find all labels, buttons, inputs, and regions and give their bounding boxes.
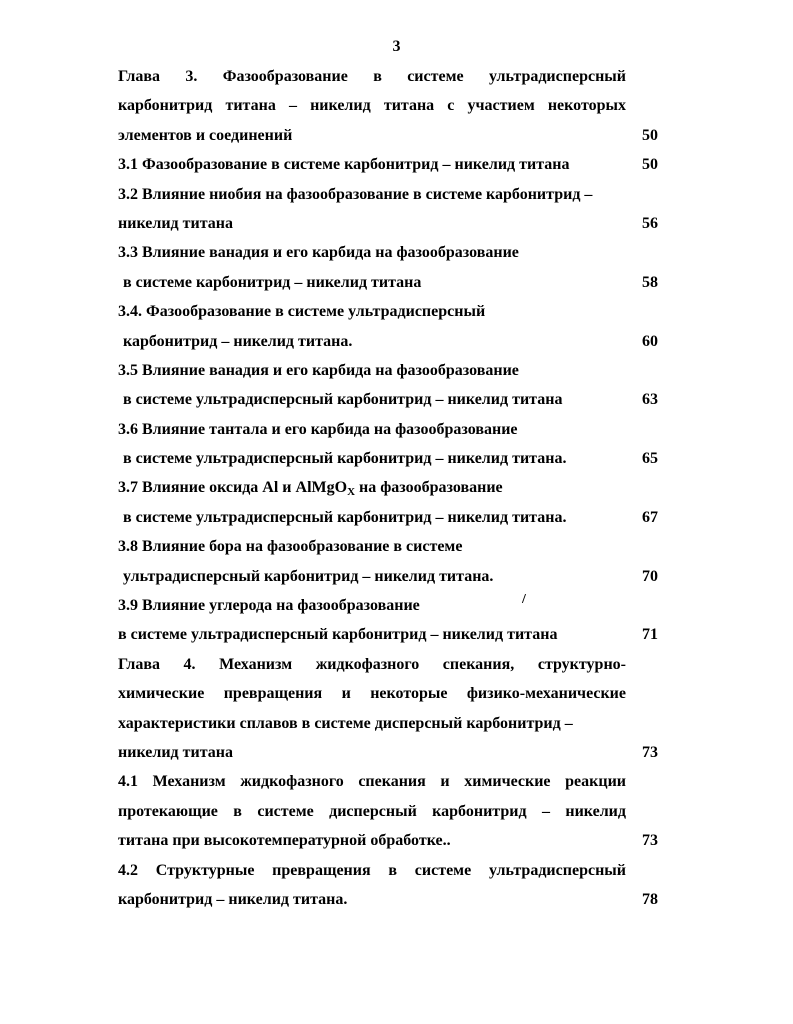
toc-page-number: 56: [642, 214, 658, 232]
toc-entry-chapter-3-end: [118, 121, 658, 150]
toc-entry-chapter-3: [118, 62, 658, 91]
toc-entry-3-3: [118, 238, 658, 267]
toc-line: в системе ультрадисперсный карбонитрид – никелид титана: [123, 391, 563, 409]
toc-entry-4-2-end: [118, 885, 658, 914]
toc-line: титана при высокотемпературной обработке..: [118, 832, 451, 850]
page-number: 3: [392, 38, 401, 55]
toc-line: 3.2 Влияние ниобия на фазообразование в системе карбонитрид –: [118, 185, 593, 203]
toc-line: элементов и соединений: [118, 126, 293, 144]
toc-line: ультрадисперсный карбонитрид – никелид титана.: [123, 567, 494, 585]
subscript-x: X: [347, 486, 356, 499]
toc-page-number: 71: [642, 626, 658, 644]
toc-line: 3.1 Фазообразование в системе карбонитрид – никелид титана: [118, 156, 570, 174]
toc-line: химические превращения и некоторые физико-механические: [118, 685, 626, 703]
toc-entry-chapter-3-cont: [118, 91, 658, 120]
toc-line: 3.9 Влияние углерода на фазообразование: [118, 597, 420, 615]
toc-page-number: 63: [642, 391, 658, 409]
toc-entry-chapter-4: [118, 650, 658, 679]
toc-entry-3-3-end: [118, 268, 658, 297]
stray-pen-mark: /: [522, 592, 526, 607]
toc-entry-3-6: [118, 415, 658, 444]
toc-page-number: 60: [642, 332, 658, 350]
toc-line: 4.1 Механизм жидкофазного спекания и химические реакции: [118, 773, 626, 791]
toc-line: в системе ультрадисперсный карбонитрид – никелид титана.: [123, 508, 567, 526]
toc-page-number: 65: [642, 450, 658, 468]
toc-entry-4-2: [118, 856, 658, 885]
toc-entry-3-1: [118, 150, 658, 179]
toc-line-part: на фазообразование: [355, 479, 503, 497]
toc-line: в системе карбонитрид – никелид титана: [123, 273, 422, 291]
toc-entry-3-4: [118, 297, 658, 326]
toc-entry-3-5-end: [118, 385, 658, 414]
toc-entry-4-1-cont: [118, 797, 658, 826]
toc-page-number: 70: [642, 567, 658, 585]
toc-line: Глава 3. Фазообразование в системе ультрадисперсный: [118, 68, 626, 85]
toc-entry-3-7-end: [118, 503, 658, 532]
toc-page-number: 50: [642, 156, 658, 174]
toc-page-number: 50: [642, 126, 658, 144]
toc-line: 3.5 Влияние ванадия и его карбида на фазообразование: [118, 361, 519, 379]
toc-line: никелид титана: [118, 743, 233, 761]
toc-entry-chapter-4-cont: [118, 679, 658, 708]
toc-line: характеристики сплавов в системе дисперсный карбонитрид –: [118, 714, 573, 732]
toc-line: 3.8 Влияние бора на фазообразование в системе: [118, 538, 463, 556]
toc-line: карбонитрид – никелид титана.: [123, 332, 353, 350]
toc-entry-3-2: [118, 180, 658, 209]
toc-line: 3.4. Фазообразование в системе ультрадисперсный: [118, 303, 486, 321]
toc-line: Глава 4. Механизм жидкофазного спекания, структурно-: [118, 655, 626, 673]
toc-line-part: 3.7 Влияние оксида Al и AlMgO: [118, 479, 348, 497]
toc-entry-chapter-4-end: [118, 738, 658, 767]
table-of-contents: [118, 62, 658, 914]
toc-line: в системе ультрадисперсный карбонитрид – никелид титана.: [123, 450, 567, 468]
toc-line: в системе ультрадисперсный карбонитрид – никелид титана: [118, 626, 558, 644]
toc-line: карбонитрид – никелид титана.: [118, 890, 348, 908]
toc-entry-3-9: [118, 591, 658, 620]
toc-line: 4.2 Структурные превращения в системе ультрадисперсный: [118, 861, 626, 879]
toc-entry-3-8-end: [118, 562, 658, 591]
toc-entry-3-9-end: [118, 620, 658, 649]
toc-entry-4-1-end: [118, 826, 658, 855]
toc-line: карбонитрид титана – никелид титана с участием некоторых: [118, 97, 626, 115]
toc-line: никелид титана: [118, 214, 233, 232]
toc-entry-3-8: [118, 532, 658, 561]
toc-entry-chapter-4-cont: [118, 709, 658, 738]
toc-entry-3-4-end: [118, 327, 658, 356]
toc-entry-3-5: [118, 356, 658, 385]
toc-line: 3.6 Влияние тантала и его карбида на фазообразование: [118, 420, 518, 438]
toc-entry-3-6-end: [118, 444, 658, 473]
toc-entry-4-1: [118, 767, 658, 796]
toc-page-number: 78: [642, 890, 658, 908]
toc-page-number: 67: [642, 508, 658, 526]
toc-line: 3.3 Влияние ванадия и его карбида на фазообразование: [118, 244, 519, 262]
toc-entry-3-2-end: [118, 209, 658, 238]
toc-line: протекающие в системе дисперсный карбонитрид – никелид: [118, 802, 626, 820]
toc-page-number: 73: [642, 832, 658, 850]
toc-page-number: 58: [642, 273, 658, 291]
toc-entry-3-7: [118, 473, 658, 502]
toc-page-number: 73: [642, 743, 658, 761]
